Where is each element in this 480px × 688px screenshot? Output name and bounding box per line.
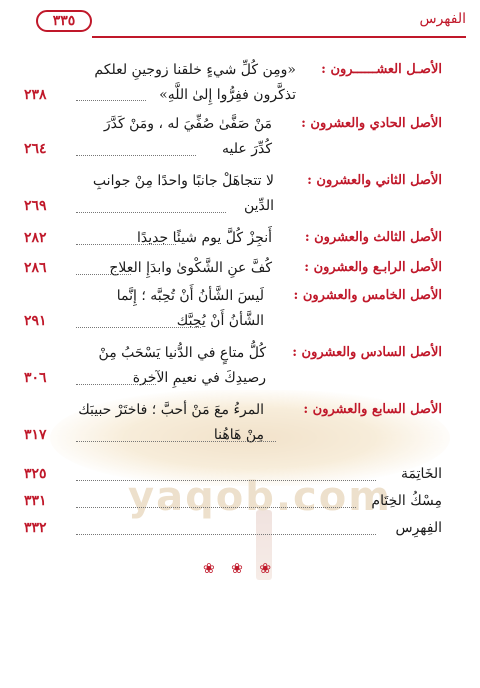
entry-page-number: ٣٢٥ [24,466,47,482]
leader-dots [76,440,276,442]
watermark-site: yaqob.com [128,474,392,520]
entry-label: الأصـل العشــــــرون : [321,62,442,77]
entry-page-number: ٢٦٤ [24,141,47,157]
toc-entry [24,402,442,454]
entry-label: الأصل الحادي والعشرون : [301,116,442,131]
entry-text-continued: تذكَّرون ففِرُّوا إِلىٰ اللَّهِ» [159,87,296,103]
toc-entry [24,288,442,340]
entry-text: مِسْكُ الخِتَام [371,493,442,509]
entry-page-number: ٣١٧ [24,427,47,443]
entry-text: المرءُ معَ مَنْ أحبَّ ؛ فاختَرْ حبيبَك [78,402,264,418]
entry-text-continued: كُدِّرَ عليه [222,141,272,157]
entry-text-continued: رصيدِكَ في نعيمِ الآخرة [132,370,266,386]
entry-text: أَنجِزْ كُلَّ يوم شيئًا جديدًا [137,230,272,246]
entry-label: الأصل السابع والعشرون : [303,402,442,417]
entry-label: الأصل الخامس والعشرون : [293,288,442,303]
entry-page-number: ٢٦٩ [24,198,47,214]
entry-text: كُلُّ متاعٍ في الدُّنيا يَسْحَبُ مِنْ [98,345,266,361]
leader-dots [76,243,176,245]
entry-text: لا تتجاهَلْ جانبًا واحدًا مِنْ جوانبِ [92,173,274,189]
running-title: الفهرس [419,11,466,27]
toc-entry-closing [24,493,442,515]
toc-entry [24,62,442,112]
leader-dots [76,211,226,213]
entry-text: لَيسَ الشَّأنُ أَنْ تُحِبَّه ؛ إِنَّما [116,288,264,304]
entry-text-continued: الدِّين [243,198,274,214]
toc-entry [24,345,442,397]
toc-entry [24,173,442,225]
entry-label: الأصل الرابـع والعشرون : [304,260,442,275]
leader-dots [76,506,356,508]
leader-dots [76,383,156,385]
leader-dots [76,326,201,328]
toc-entry-index [24,520,442,542]
entry-page-number: ٣٣٢ [24,520,47,536]
entry-text: الفِهرِس [395,520,442,536]
entry-page-number: ٢٨٦ [24,260,47,276]
entry-text-continued: مِنْ هَاهُنا [213,427,264,443]
entry-text-continued: الشَّأنُ أَنْ يُحِبَّك [176,313,264,329]
leader-dots [76,99,146,101]
entry-page-number: ٢٣٨ [24,87,47,103]
header-rule [92,36,466,38]
leader-dots [76,533,376,535]
page-number-badge: ٣٣٥ [36,10,92,32]
entry-label: الأصل الثالث والعشرون : [304,230,442,245]
leader-dots [76,479,376,481]
toc-entry [24,230,442,254]
entry-label: الأصل السادس والعشرون : [292,345,442,360]
entry-text: مَنْ صَفَّىٰ صُفِّيَ له ، ومَنْ كَدَّرَ [103,116,272,132]
toc-entry [24,260,442,284]
leader-dots [76,273,131,275]
page-header [36,10,466,36]
entry-page-number: ٣٠٦ [24,370,47,386]
entry-page-number: ٣٣١ [24,493,47,509]
entry-text: الخَاتِمَة [401,466,442,482]
leader-dots [76,154,196,156]
entry-label: الأصل الثاني والعشرون : [307,173,442,188]
entry-text: كُفَّ عنِ الشَّكْوىٰ وابدَإِ العلاج [109,260,272,276]
entry-page-number: ٢٨٢ [24,230,47,246]
end-ornament: ❀ ❀ ❀ [202,561,278,577]
entry-text: «ومِن كُلِّ شيءٍ خلقنا زوجينِ لعلكم [94,62,296,78]
toc-entry [24,116,442,168]
toc-entry-conclusion [24,466,442,488]
entry-page-number: ٢٩١ [24,313,47,329]
